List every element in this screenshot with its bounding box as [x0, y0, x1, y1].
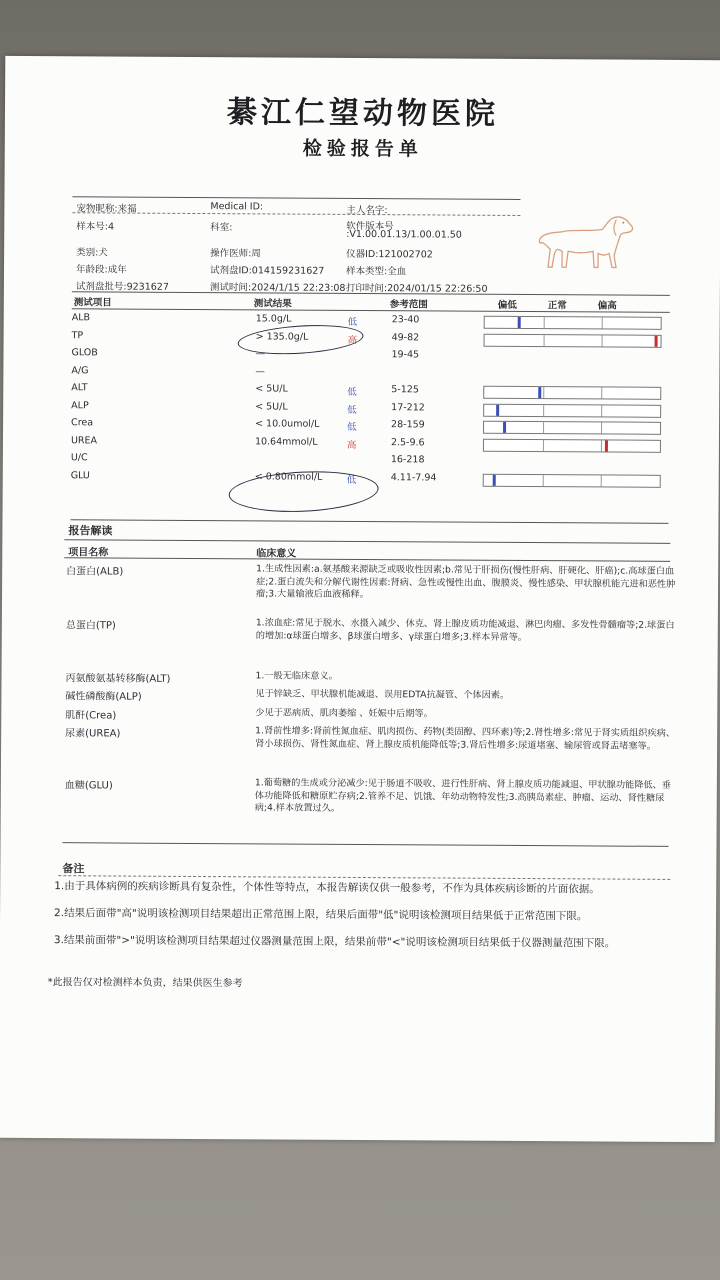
pet-name: 宠物昵称:来福	[76, 203, 137, 215]
instrument-id: 仪器ID:121002702	[346, 248, 433, 261]
range-bar-divider	[602, 387, 603, 398]
age-group: 年龄段:成年	[75, 264, 127, 276]
result-name: UREA	[70, 434, 98, 446]
table-header-rule	[72, 308, 670, 313]
col-test-result: 测试结果	[253, 298, 292, 310]
range-bar-divider	[543, 335, 544, 346]
sample-type: 样本类型:全血	[345, 265, 407, 278]
interp-item-name: 血糖(GLU)	[64, 780, 113, 792]
interp-section-title: 报告解读	[68, 524, 113, 538]
result-value: 10.64mmol/L	[254, 435, 318, 448]
interp-item-text: 1.一般无临床意义。	[255, 670, 338, 682]
result-range-bar	[483, 473, 661, 487]
interp-item-text: 1.浓血症:常见于脱水、水摄入减少、休克、肾上腺皮质功能减退、淋巴肉瘤、多发性骨髓瘤等;2.球蛋白的增加:α球蛋白增多、β球蛋白增多、γ球蛋白增多;3.样本异常等。	[255, 617, 675, 643]
result-value: 15.0g/L	[255, 313, 292, 325]
result-name: ALP	[71, 399, 89, 411]
interp-item-text: 少见于恶病质、肌肉萎缩 、妊娠中后期等。	[255, 707, 433, 720]
result-name: ALB	[71, 312, 91, 324]
col-normal: 正常	[547, 300, 567, 312]
header-rule	[72, 196, 520, 200]
result-value: < 0.80mmol/L	[254, 470, 323, 483]
reagent-disc-id: 试剂盘ID:014159231627	[209, 265, 325, 277]
range-bar-marker	[605, 440, 608, 451]
result-value: < 10.0umol/L	[255, 418, 320, 430]
range-bar-divider	[542, 475, 543, 486]
range-bar-divider	[602, 317, 603, 328]
species: 类别:犬	[76, 247, 108, 259]
interp-col-item: 项目名称	[68, 547, 109, 559]
result-flag: 高	[346, 439, 357, 451]
notes-title: 备注	[62, 862, 85, 876]
result-name: TP	[71, 329, 84, 341]
result-value: —	[255, 365, 265, 377]
pen-circle-glu	[228, 468, 380, 515]
range-bar-divider	[601, 475, 602, 486]
result-range: 28-159	[391, 419, 425, 431]
dog-icon	[536, 209, 636, 272]
result-range: 49-82	[391, 331, 420, 343]
department: 科室:	[210, 222, 233, 234]
test-time: 测试时间:2024/1/15 22:23:08	[209, 282, 346, 294]
result-name: ALT	[71, 382, 88, 394]
medical-id: Medical ID:	[210, 201, 264, 213]
interp-item-name: 丙氨酸氨基转移酶(ALT)	[65, 673, 171, 685]
result-range-bar	[484, 316, 662, 330]
col-reference-range: 参考范围	[389, 299, 428, 311]
range-bar-marker	[503, 422, 506, 433]
range-bar-divider	[601, 422, 602, 433]
operator: 操作医师:周	[210, 248, 261, 260]
table-bottom-rule	[70, 519, 668, 524]
range-bar-marker	[655, 335, 658, 346]
result-range: 4.11-7.94	[390, 471, 437, 483]
range-bar-divider	[602, 335, 603, 346]
interp-item-name: 白蛋白(ALB)	[66, 566, 124, 578]
result-name: GLU	[70, 469, 90, 481]
sample-no: 样本号:4	[76, 221, 115, 233]
range-bar-divider	[601, 405, 602, 416]
software-label: 软件版本号	[346, 220, 394, 233]
result-value: —	[255, 348, 266, 360]
report-title: 检验报告单	[302, 137, 423, 161]
result-range-bar	[484, 333, 662, 347]
result-name: Crea	[71, 417, 94, 429]
result-range: 2.5-9.6	[390, 436, 425, 448]
note-2: 2.结果后面带"高"说明该检测项目结果超出正常范围上限，结果后面带"低"说明该检测项目结果低于正常范围下限。	[54, 907, 588, 923]
interp-item-name: 碱性磷酸酶(ALP)	[65, 691, 142, 703]
range-bar-marker	[518, 317, 521, 328]
interp-header-rule	[64, 557, 670, 562]
result-flag: 低	[347, 386, 357, 398]
result-flag: 低	[347, 404, 357, 416]
result-name: U/C	[70, 452, 88, 464]
result-value: > 135.0g/L	[255, 330, 309, 343]
result-value: < 5U/L	[255, 383, 288, 395]
note-1: 1.由于具体病例的疾病诊断具有复杂性，个体性等特点，本报告解读仅供一般参考，不作为具体疾病诊断的片面依据。	[54, 880, 600, 896]
interp-item-name: 总蛋白(TP)	[65, 620, 116, 632]
range-bar-divider	[543, 317, 544, 328]
interp-item-text: 1.生成性因素:a.氨基酸来源缺乏或吸收性因素;b.常见于肝损伤(慢性肝病、肝硬化、肝癌);c.高球蛋白血症;2.蛋白流失和分解代谢性因素:肾病、急性或慢性出血、腹膜炎、慢性感染、甲状腺机能亢进和恶性肿瘤;3.大量输液后血液稀释。	[255, 563, 676, 601]
interp-item-name: 肌酐(Crea)	[65, 710, 117, 722]
result-range: 16-218	[390, 454, 425, 466]
print-time: 打印时间:2024/01/15 22:26:50	[345, 282, 488, 295]
info-divider	[72, 212, 520, 216]
range-bar-divider	[601, 440, 602, 451]
range-bar-marker	[496, 404, 499, 415]
note-3: 3.结果前面带">"说明该检测项目结果超过仪器测量范围上限，结果前带"<"说明该检测项目结果低于仪器测量范围下限。	[53, 934, 616, 950]
result-range-bar	[483, 386, 661, 400]
notes-top-rule	[63, 842, 669, 847]
owner-name: 主人名字:	[346, 204, 388, 217]
result-value: < 5U/L	[255, 400, 288, 413]
range-bar-marker	[492, 474, 495, 485]
reagent-lot: 试剂盘批号:9231627	[75, 281, 169, 293]
interp-rule	[64, 539, 670, 544]
result-range: 17-212	[391, 401, 425, 413]
range-bar-divider	[543, 422, 544, 433]
range-bar-divider	[543, 387, 544, 398]
result-range-bar	[483, 403, 661, 417]
result-range: 19-45	[391, 349, 420, 361]
interp-col-meaning: 临床意义	[256, 548, 297, 560]
result-range: 23-40	[391, 314, 420, 326]
result-name: GLOB	[71, 347, 98, 359]
result-flag: 高	[347, 334, 358, 346]
col-low: 偏低	[497, 299, 517, 311]
pen-circle-tp	[237, 322, 365, 358]
range-bar-divider	[543, 405, 544, 416]
range-bar-marker	[539, 387, 542, 398]
result-range-bar	[483, 438, 661, 452]
result-name: A/G	[71, 364, 89, 376]
range-bar-divider	[543, 440, 544, 451]
interp-item-name: 尿素(UREA)	[65, 728, 121, 740]
report-paper	[0, 56, 720, 1142]
interp-item-text: 1.肾前性增多:肾前性氮血症、肌肉损伤、药物(类固醇、四环素)等;2.肾性增多:常见于肾实质组织疾病、肾小球损伤、肾性氮血症、肾上腺皮质机能降低等;3.肾后性增多:尿道堵塞、输尿管或肾盂堵塞等。	[255, 725, 676, 752]
notes-rule	[58, 875, 670, 880]
interp-item-text: 1.葡萄糖的生成或分泌减少:见于肠道不吸收、进行性肝病、肾上腺皮质功能减退、甲状腺功能降低、垂体功能降低和糖原贮存病;2.管养不足、饥饿、年幼动物特发性;3.高胰岛素症、肿瘤、运动、肾性糖尿病;4.样本放置过久。	[254, 777, 672, 814]
hospital-name: 綦江仁望动物医院	[226, 95, 500, 132]
result-flag: 低	[347, 316, 358, 328]
col-test-item: 测试项目	[73, 297, 112, 309]
result-flag: 低	[347, 421, 357, 433]
result-flag: 低	[346, 474, 357, 486]
result-range: 5-125	[391, 384, 419, 396]
col-high: 偏高	[597, 300, 617, 312]
software-version: :V1.00.01.13/1.00.01.50	[346, 228, 462, 241]
interp-item-text: 见于锌缺乏、甲状腺机能减退、误用EDTA抗凝管、个体因素。	[255, 688, 510, 701]
result-range-bar	[483, 421, 661, 435]
disclaimer: *此报告仅对检测样本负责，结果供医生参考	[47, 977, 243, 990]
